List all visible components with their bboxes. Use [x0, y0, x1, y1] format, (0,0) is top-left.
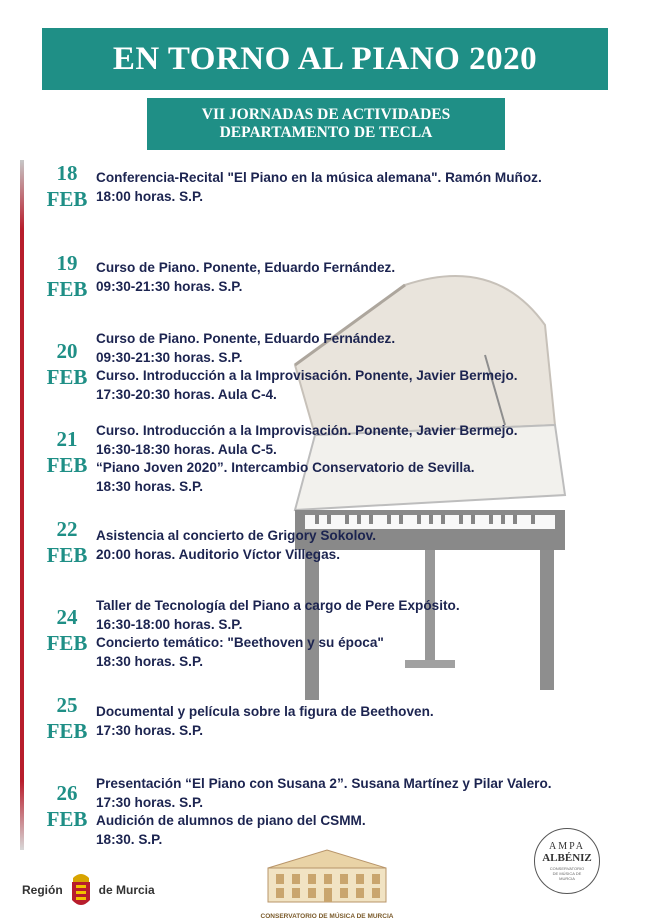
event-line: 16:30-18:30 horas. Aula C-5. — [96, 441, 277, 457]
event-day: 21 — [56, 427, 78, 451]
region-label-right: de Murcia — [98, 883, 155, 897]
event-details-22 — [96, 527, 376, 564]
event-date-26 — [38, 782, 96, 830]
event-day: 25 — [56, 693, 78, 717]
event-day: 22 — [56, 517, 78, 541]
event-line: Curso de Piano. Ponente, Eduardo Fernández. — [96, 260, 396, 275]
albeniz-label: ALBÉNIZ — [542, 852, 592, 864]
event-month: FEB — [46, 277, 88, 301]
subtitle-line-1: VII JORNADAS DE ACTIVIDADES — [201, 106, 451, 123]
event-line: 18:00 horas. S.P. — [96, 188, 204, 204]
ampa-albeniz-seal-icon — [534, 828, 600, 894]
title-banner — [42, 28, 608, 90]
event-details-20 — [96, 330, 518, 404]
event-details-19 — [96, 259, 395, 296]
event-line: “Piano Joven 2020”. Intercambio Conservatorio de Sevilla. — [96, 460, 475, 475]
event-date-19 — [38, 252, 96, 300]
event-day: 19 — [56, 251, 78, 275]
event-line: Taller de Tecnología del Piano a cargo de Pere Expósito. — [96, 598, 460, 613]
event-month: FEB — [46, 453, 88, 477]
ampa-label: AMPA — [549, 841, 585, 852]
event-date-24 — [38, 606, 96, 654]
conservatorio-building-icon — [258, 848, 396, 906]
subtitle-banner — [147, 98, 505, 150]
event-line: 09:30-21:30 horas. S.P. — [96, 349, 243, 365]
event-details-24 — [96, 597, 460, 671]
event-details-21 — [96, 422, 518, 496]
event-details-26 — [96, 775, 552, 849]
footer-logos — [0, 841, 654, 922]
subtitle-line-2: DEPARTAMENTO DE TECLA — [219, 124, 433, 141]
event-line: Conferencia-Recital "El Piano en la música alemana". Ramón Muñoz. — [96, 170, 542, 185]
event-month: FEB — [46, 543, 88, 567]
event-line: 18:30 horas. S.P. — [96, 653, 204, 669]
event-month: FEB — [46, 807, 88, 831]
event-line: 18:30 horas. S.P. — [96, 478, 204, 494]
event-date-22 — [38, 518, 96, 566]
conservatorio-logo — [258, 848, 396, 920]
event-line: Curso. Introducción a la Improvisación. Ponente, Javier Bermejo. — [96, 423, 518, 438]
event-line: 17:30-20:30 horas. Aula C-4. — [96, 386, 277, 402]
event-line: 17:30 horas. S.P. — [96, 722, 204, 738]
event-date-25 — [38, 694, 96, 742]
event-line: 16:30-18:00 horas. S.P. — [96, 616, 243, 632]
event-line: Audición de alumnos de piano del CSMM. — [96, 813, 366, 828]
event-month: FEB — [46, 719, 88, 743]
ampa-small-label: CONSERVATORIO DE MÚSICA DE MURCIA — [549, 866, 585, 881]
event-details-18 — [96, 169, 542, 206]
event-month: FEB — [46, 365, 88, 389]
region-crest-icon — [69, 870, 93, 910]
event-day: 20 — [56, 339, 78, 363]
event-line: Curso de Piano. Ponente, Eduardo Fernández. — [96, 331, 396, 346]
conservatorio-label: CONSERVATORIO DE MÚSICA DE MURCIA — [260, 913, 394, 920]
event-line: Curso. Introducción a la Improvisación. Ponente, Javier Bermejo. — [96, 368, 518, 383]
event-month: FEB — [46, 187, 88, 211]
event-date-21 — [38, 428, 96, 476]
event-line: 20:00 horas. Auditorio Víctor Villegas. — [96, 546, 341, 562]
event-line: Presentación “El Piano con Susana 2”. Susana Martínez y Pilar Valero. — [96, 776, 552, 791]
event-line: 09:30-21:30 horas. S.P. — [96, 278, 243, 294]
event-day: 26 — [56, 781, 78, 805]
event-day: 18 — [56, 161, 78, 185]
event-details-25 — [96, 703, 434, 740]
event-day: 24 — [56, 605, 78, 629]
event-line: 17:30 horas. S.P. — [96, 794, 204, 810]
event-line: Documental y película sobre la figura de Beethoven. — [96, 704, 434, 719]
region-label-left: Región — [22, 883, 63, 897]
event-line: Concierto temático: "Beethoven y su época" — [96, 635, 384, 650]
event-date-18 — [38, 162, 96, 210]
event-line: Asistencia al concierto de Grigory Sokolov. — [96, 528, 377, 543]
left-accent-rule — [20, 160, 24, 850]
poster-title: EN TORNO AL PIANO 2020 — [112, 40, 538, 77]
region-murcia-logo — [22, 870, 155, 910]
event-month: FEB — [46, 631, 88, 655]
event-date-20 — [38, 340, 96, 388]
event-line: 18:30. S.P. — [96, 831, 163, 847]
